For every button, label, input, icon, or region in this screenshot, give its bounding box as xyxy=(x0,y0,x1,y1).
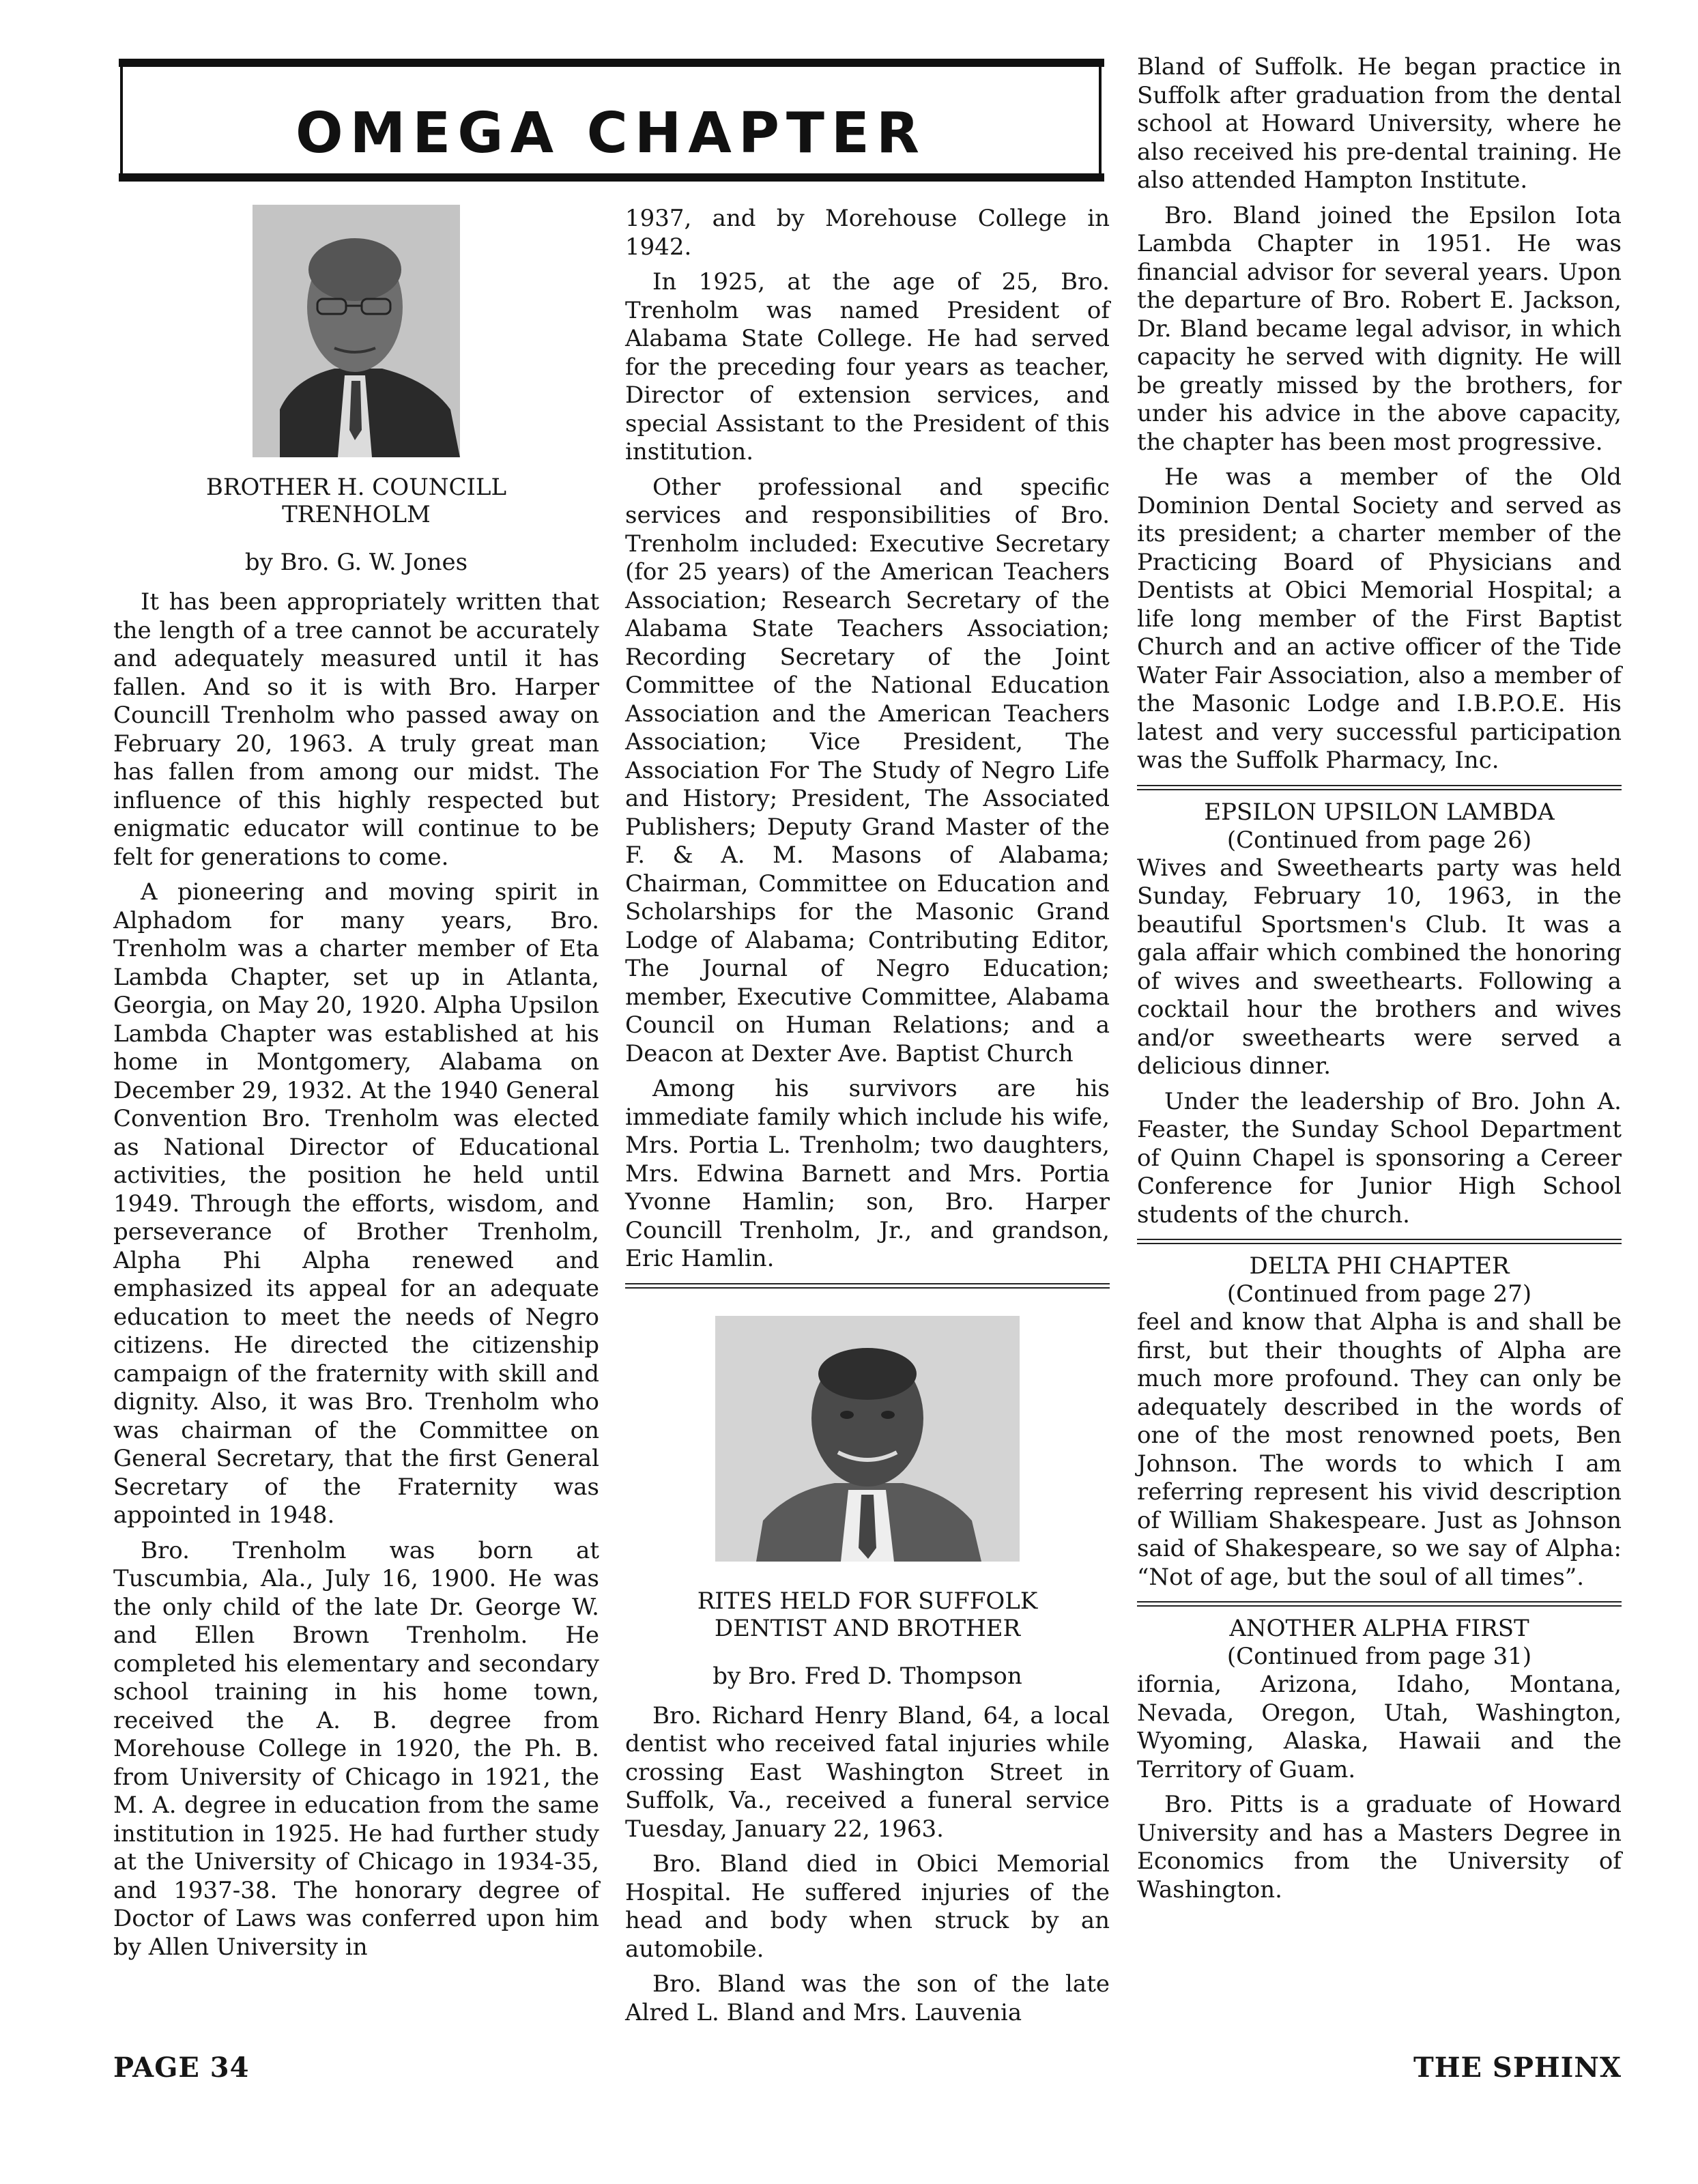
paragraph: Bland of Suffolk. He began practice in Suffolk after graduation from the dental school at Howard University, where he also received his pre-dental training. He also attended Hampton Institute. xyxy=(1137,53,1622,194)
paragraph: A pioneering and moving spirit in Alphadom for many years, Bro. Trenholm was a charter member of Eta Lambda Chapter, set up in Atlanta, Georgia, on May 20, 1920. Alpha Upsilon Lambda Chapter was established at his home in Montgomery, Alabama on December 29, 1932. At the 1940 General Convention Bro. Trenholm was elected as National Director of Educational activities, the position he held until 1949. Through the efforts, wisdom, and perseverance of Brother Trenholm, Alpha Phi Alpha renewed and emphasized its appeal for an adequate education to meet the needs of Negro citizens. He directed the citizenship campaign of the fraternity with skill and dignity. Also, it was Bro. Trenholm who was chairman of the Committee on General Secretary, that the first General Secretary of the Fraternity was appointed in 1948. xyxy=(113,878,599,1529)
section-title-delta: DELTA PHI CHAPTER xyxy=(1249,1252,1510,1280)
column-3 xyxy=(1137,53,1622,1911)
byline: by Bro. Fred D. Thompson xyxy=(713,1662,1022,1690)
portrait-illustration xyxy=(715,1316,1020,1562)
paragraph: In 1925, at the age of 25, Bro. Trenholm was named President of Alabama State College. He had served for the preceding four years as teacher, Director of extension services, and special Assistant to the President of this institution. xyxy=(625,268,1110,465)
paragraph: Bro. Trenholm was born at Tuscumbia, Ala., July 16, 1900. He was the only child of the late Dr. George W. and Ellen Brown Trenholm. He completed his elementary and secondary school training in his home town, received the A. B. degree from Morehouse College in 1920, the Ph. B. from University of Chicago in 1921, the M. A. degree in education from the same institution in 1925. He had further study at the University of Chicago in 1934-35, and 1937-38. The honorary degree of Doctor of Laws was conferred upon him by Allen University in xyxy=(113,1536,599,1961)
paragraph: Bro. Bland joined the Epsilon Iota Lambda Chapter in 1951. He was financial advisor for several years. Upon the departure of Bro. Robert E. Jackson, Dr. Bland became legal advisor, in which capacity he served with dignity. He will be greatly missed by the brothers, for under his advice in the above capacity, the chapter has been most progressive. xyxy=(1137,201,1622,456)
portrait-photo-bland xyxy=(715,1316,1020,1562)
paragraph: Wives and Sweethearts party was held Sunday, February 10, 1963, in the beautiful Sportsmen's Club. It was a gala affair which combined the honoring of wives and sweethearts. Following a cocktail hour the brothers and wives and/or sweethearts were served a delicious dinner. xyxy=(1137,854,1622,1080)
byline: by Bro. G. W. Jones xyxy=(244,549,468,576)
paragraph: It has been appropriately written that the length of a tree cannot be accurately and adequately measured until it has fallen. And so it is with Bro. Harper Councill Trenholm who passed away on February 20, 1963. A truly great man has fallen from among our midst. The influence of this highly respected but enigmatic educator will continue to be felt for generations to come. xyxy=(113,588,599,871)
caption-line-2: DENTIST AND BROTHER xyxy=(714,1614,1021,1642)
caption-line-1: BROTHER H. COUNCILL xyxy=(205,474,507,501)
section-divider xyxy=(1137,1601,1622,1607)
paragraph: Bro. Bland was the son of the late Alred L. Bland and Mrs. Lauvenia xyxy=(625,1970,1110,2026)
column-2 xyxy=(625,205,1110,2034)
paragraph: feel and know that Alpha is and shall be first, but their thoughts of Alpha are much more profound. They can only be adequately described in the words of one of the most renowned poets, Ben Johnson. The words to which I am referring represent his vivid description of William Shakespeare. Just as Johnson said of Shakespeare, so we say of Alpha: “Not of age, but the soul of all times”. xyxy=(1137,1308,1622,1591)
column-1 xyxy=(113,205,599,1968)
section-title-epsilon: EPSILON UPSILON LAMBDA xyxy=(1204,798,1555,826)
chapter-header-box xyxy=(120,61,1102,177)
paragraph: 1937, and by Morehouse College in 1942. xyxy=(625,205,1110,261)
paragraph: Bro. Bland died in Obici Memorial Hospital. He suffered injuries of the head and body when struck by an automobile. xyxy=(625,1850,1110,1963)
continued-note: (Continued from page 31) xyxy=(1226,1643,1532,1670)
paragraph: ifornia, Arizona, Idaho, Montana, Nevada, Oregon, Utah, Washington, Wyoming, Alaska, Hawaii and the Territory of Guam. xyxy=(1137,1671,1622,1783)
publication-name: THE SPHINX xyxy=(1413,2052,1622,2084)
page-number: PAGE 34 xyxy=(113,2052,250,2084)
section-divider xyxy=(1137,1239,1622,1244)
section-title-another: ANOTHER ALPHA FIRST xyxy=(1229,1615,1529,1642)
paragraph: Among his survivors are his immediate family which include his wife, Mrs. Portia L. Trenholm; two daughters, Mrs. Edwina Barnett and Mrs. Portia Yvonne Hamlin; son, Bro. Harper Councill Trenholm, Jr., and grandson, Eric Hamlin. xyxy=(625,1075,1110,1272)
paragraph: Other professional and specific services and responsibilities of Bro. Trenholm included: Executive Secretary (for 25 years) of the American Teachers Association; Research Secretary of the Alabama State Teachers Association; Recording Secretary of the Joint Committee of the National Education Association and the American Teachers Association; Vice President, The Association For The Study of Negro Life and History; President, The Associated Publishers; Deputy Grand Master of the F. & A. M. Masons of Alabama; Chairman, Committee on Education and Scholarships for the Masonic Grand Lodge of Alabama; Contributing Editor, The Journal of Negro Education; member, Executive Committee, Alabama Council on Human Relations; and a Deacon at Dexter Ave. Baptist Church xyxy=(625,473,1110,1067)
continued-note: (Continued from page 27) xyxy=(1226,1280,1532,1308)
paragraph: Bro. Pitts is a graduate of Howard University and has a Masters Degree in Economics from the University of Washington. xyxy=(1137,1791,1622,1903)
portrait-photo-trenholm xyxy=(253,205,460,457)
paragraph: Bro. Richard Henry Bland, 64, a local dentist who received fatal injuries while crossing East Washington Street in Suffolk, Va., received a funeral service Tuesday, January 22, 1963. xyxy=(625,1701,1110,1843)
continued-note: (Continued from page 26) xyxy=(1226,826,1532,854)
section-divider xyxy=(625,1283,1110,1289)
paragraph: Under the leadership of Bro. John A. Feaster, the Sunday School Department of Quinn Chapel is sponsoring a Cereer Conference for Junior High School students of the church. xyxy=(1137,1087,1622,1228)
portrait-illustration xyxy=(253,205,460,457)
paragraph: He was a member of the Old Dominion Dental Society and served as its president; a charter member of the Practicing Board of Physicians and Dentists at Obici Memorial Hospital; a life long member of the First Baptist Church and an active officer of the Tide Water Fair Association, also a member of the Masonic Lodge and I.B.P.O.E. His latest and very successful participation was the Suffolk Pharmacy, Inc. xyxy=(1137,463,1622,774)
caption-line-2: TRENHOLM xyxy=(282,501,431,528)
page-title: OMEGA CHAPTER xyxy=(295,101,927,166)
caption-line-1: RITES HELD FOR SUFFOLK xyxy=(697,1587,1038,1615)
section-divider xyxy=(1137,785,1622,790)
